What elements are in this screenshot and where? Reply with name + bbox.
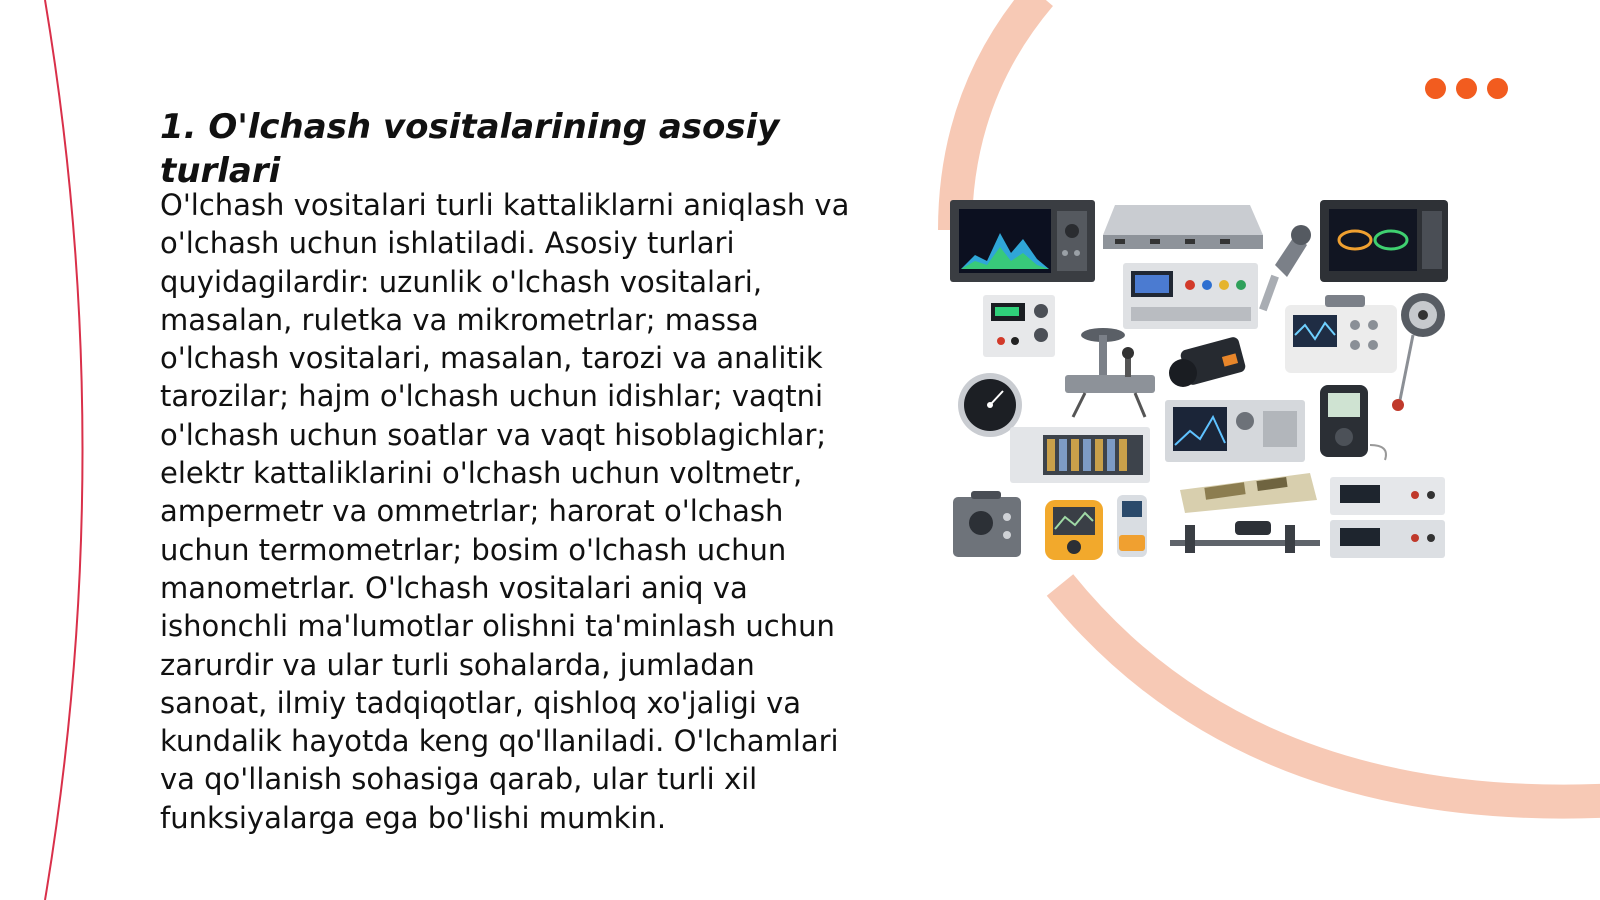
handheld-meter-icon [1320,385,1386,460]
bench-multimeter-icon [1330,477,1445,558]
dot [1425,78,1446,99]
pressure-tester-icon [1065,328,1155,417]
power-analyzer-icon [1123,263,1258,329]
dot [1456,78,1477,99]
rack-module-icon [1103,205,1263,249]
digital-multimeter-icon [1045,500,1103,560]
data-acquisition-card-icon [1180,473,1317,513]
dot [1487,78,1508,99]
portable-oscilloscope-icon [1285,295,1397,373]
signal-generator-icon [953,491,1021,557]
pxi-chassis-icon [1010,427,1150,483]
thermal-camera-icon [1169,336,1247,387]
handheld-tester-icon [1117,495,1147,557]
measuring-instruments-photo [945,195,1455,580]
micrometer-icon [1259,225,1311,311]
left-curve-line [45,0,83,900]
slide-body-text: O'lchash vositalari turli kattaliklarni aniqlash va o'lchash uchun ishlatiladi. Asosiy turlari quyidagilardir: uzunlik o'lchash vositalari, masalan, ruletka va mikrometrlar; massa o'lchash vositalari, masalan, tarozi va analitik tarozilar; hajm o'lchash uchun idishlar; vaqtni o'lchash uchun soatlar va vaqt hisoblagichlar; elektr kattaliklarini o'lchash uchun voltmetr, ampermetr va ommetrlar; harorat o'lchash uchun termometrlar; bosim o'lchash uchun manometrlar. O'lchash vositalari aniq va ishonchli ma'lumotlar olishni ta'minlash uchun zarurdir va ular turli sohalarda, jumladan sanoat, ilmiy tadqiqotlar, qishloq xo'jaligi va kundalik hayotda keng qo'llaniladi. O'lchamlari va qo'llanish sohasiga qarab, ular turli xil funksiyalarga ega bo'lishi mumkin. [160,188,850,835]
spectrum-analyzer-icon [950,200,1095,282]
optical-rail-icon [1170,521,1320,553]
slide-title: 1. O'lchash vositalarining asosiy turlari [160,107,780,191]
bottom-arc-decoration [1060,585,1600,802]
power-supply-icon [983,295,1055,357]
reel-icon [1401,293,1445,337]
oscilloscope-icon [1320,200,1448,282]
decorative-dots [1425,78,1508,99]
signal-analyzer-icon [1165,400,1305,462]
